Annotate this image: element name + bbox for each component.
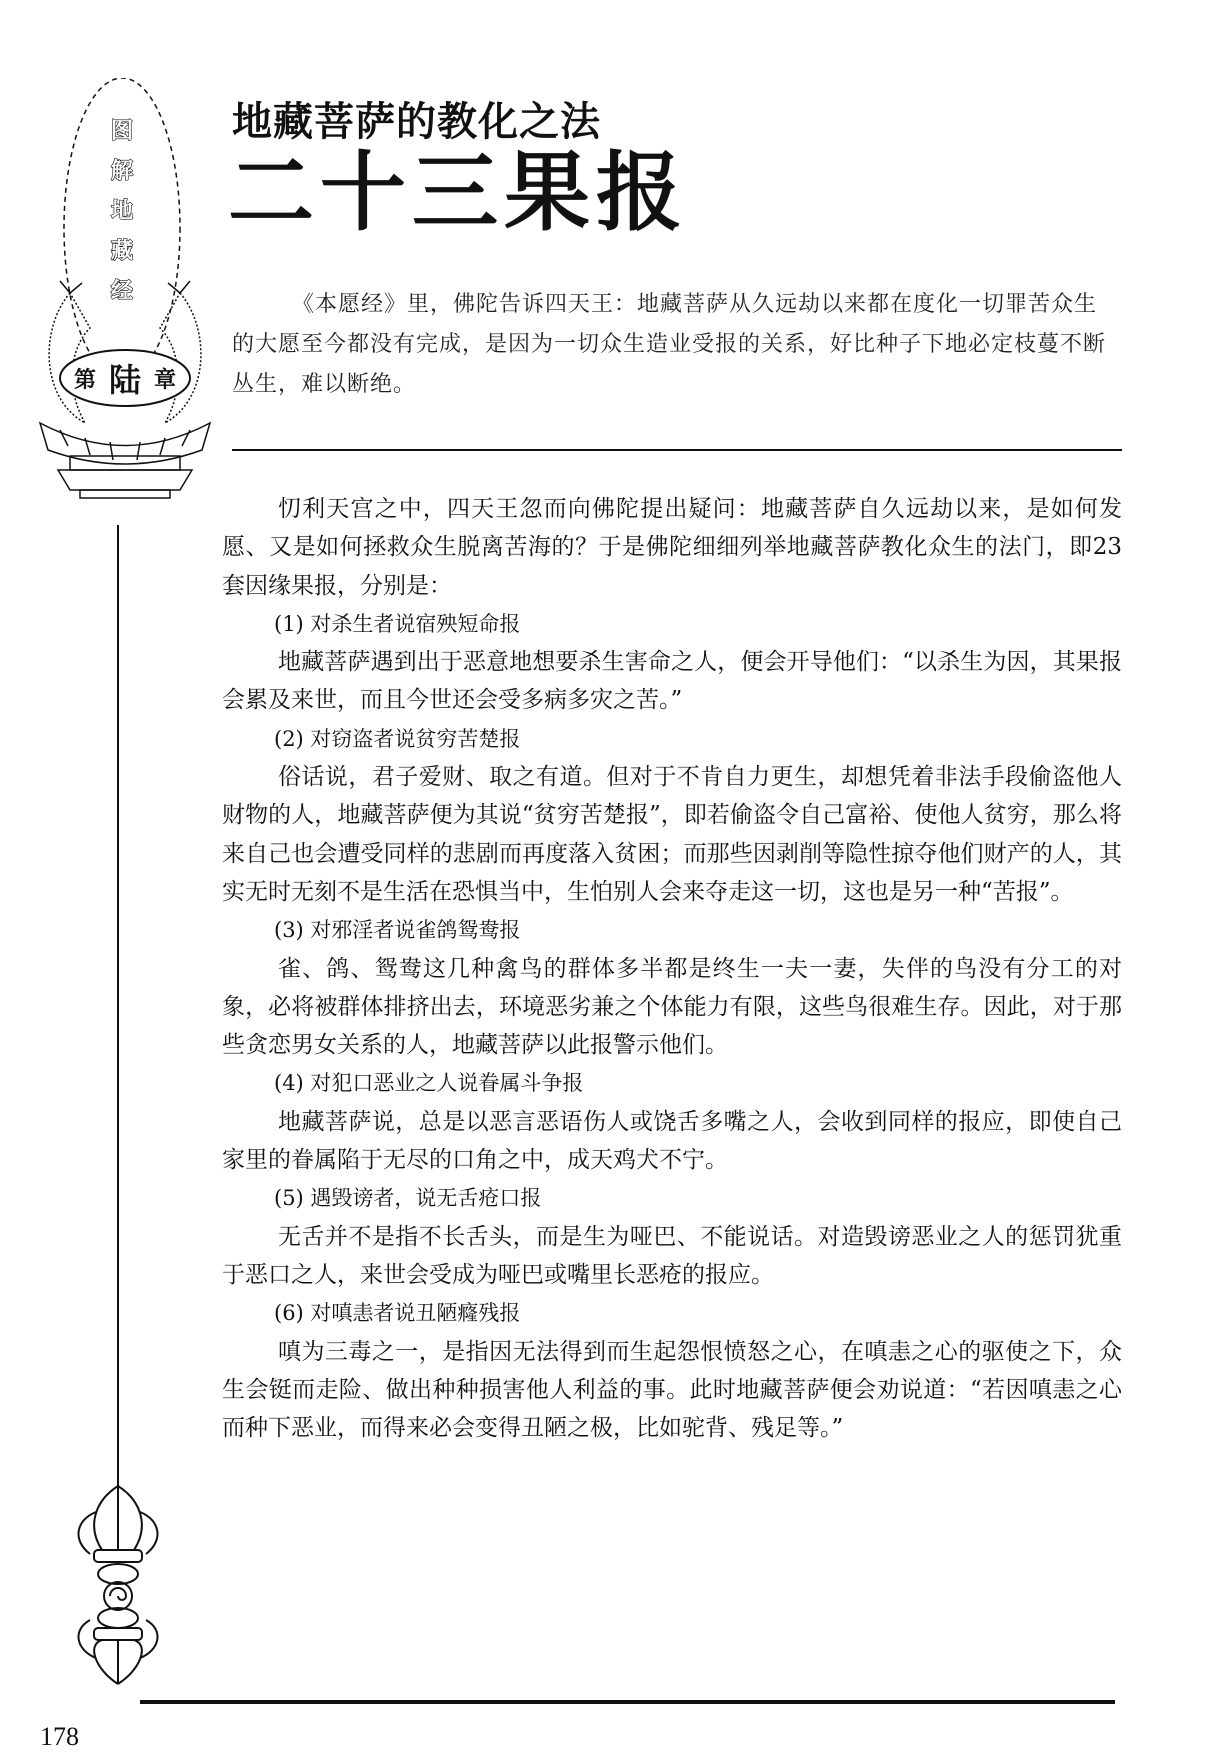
book-title-char: 藏: [110, 238, 134, 264]
body-paragraph: 雀、鸽、鸳鸯这几种禽鸟的群体多半都是终生一夫一妻，失伴的鸟没有分工的对象，必将被群体排挤出去，环境恶劣兼之个体能力有限，这些鸟很难生存。因此，对于那些贪恋男女关系的人，地藏菩萨以此报警示他们。: [222, 955, 1122, 1059]
body-paragraph: 忉利天宫之中，四天王忽而向佛陀提出疑问：地藏菩萨自久远劫以来，是如何发愿、又是如何拯救众生脱离苦海的？于是佛陀细细列举地藏菩萨教化众生的法门，即23套因缘果报，分别是：: [222, 496, 1122, 599]
intro-paragraph: 《本愿经》里，佛陀告诉四天王：地藏菩萨从久远劫以来都在度化一切罪苦众生的大愿至今都没有完成，是因为一切众生造业受报的关系，好比种子下地必定枝蔓不断丛生，难以断绝。: [232, 292, 1107, 397]
book-title-char: 图: [110, 118, 134, 144]
body-paragraph: 俗话说，君子爱财、取之有道。但对于不肯自力更生，却想凭着非法手段偷盗他人财物的人，地藏菩萨便为其说“贫穷苦楚报”，即若偷盗令自己富裕、使他人贫穷，那么将来自己也会遭受同样的悲剧而再度落入贫困；而那些因剥削等隐性掠夺他们财产的人，其实无时无刻不是生活在恐惧当中，生怕别人会来夺走这一切，这也是另一种“苦报”。: [222, 764, 1122, 905]
section-subtitle: 地藏菩萨的教化之法: [232, 98, 601, 145]
list-item-heading: (4) 对犯口恶业之人说眷属斗争报: [274, 1071, 584, 1096]
book-title-chars: [111, 118, 133, 304]
body-paragraph: 嗔为三毒之一，是指因无法得到而生起怨恨愤怒之心，在嗔恚之心的驱使之下，众生会铤而走险、做出种种损害他人利益的事。此时地藏菩萨便会劝说道：“若因嗔恚之心而种下恶业，而得来必会变得丑陋之极，比如驼背、残足等。”: [222, 1338, 1122, 1442]
list-item-heading: (5) 遇毁谤者，说无舌疮口报: [274, 1186, 542, 1211]
lotus-pedestal-icon: [40, 423, 210, 498]
sidebar-divider: [117, 525, 119, 1510]
chapter-number: 陆: [108, 361, 142, 399]
body-text: [222, 490, 1122, 1447]
footer-rule: [140, 1700, 1115, 1704]
book-title-char: 解: [110, 158, 134, 184]
list-item-heading: (3) 对邪淫者说雀鸽鸳鸯报: [274, 918, 521, 943]
page-number: 178: [40, 1722, 79, 1751]
body-paragraph: 无舌并不是指不长舌头，而是生为哑巴、不能说话。对造毁谤恶业之人的惩罚犹重于恶口之人，来世会受成为哑巴或嘴里长恶疮的报应。: [222, 1223, 1122, 1288]
page-title: 二十三果报: [228, 142, 688, 243]
header-rule: [232, 449, 1122, 451]
list-item-heading: (1) 对杀生者说宿殃短命报: [274, 611, 521, 636]
book-title-char: 经: [110, 278, 134, 304]
chapter-label: 第: [73, 367, 97, 393]
vajra-icon: [66, 1480, 170, 1690]
list-item-heading: (2) 对窃盗者说贫穷苦楚报: [274, 726, 521, 751]
chapter-badge: [30, 78, 230, 518]
chapter-suffix: 章: [153, 367, 177, 393]
body-paragraph: 地藏菩萨遇到出于恶意地想要杀生害命之人，便会开导他们：“以杀生为因，其果报会累及来世，而且今世还会受多病多灾之苦。”: [222, 649, 1122, 714]
list-item-heading: (6) 对嗔恚者说丑陋癃残报: [274, 1301, 521, 1326]
book-title-char: 地: [110, 198, 134, 224]
body-paragraph: 地藏菩萨说，总是以恶言恶语伤人或饶舌多嘴之人，会收到同样的报应，即使自己家里的眷属陷于无尽的口角之中，成天鸡犬不宁。: [222, 1108, 1122, 1174]
